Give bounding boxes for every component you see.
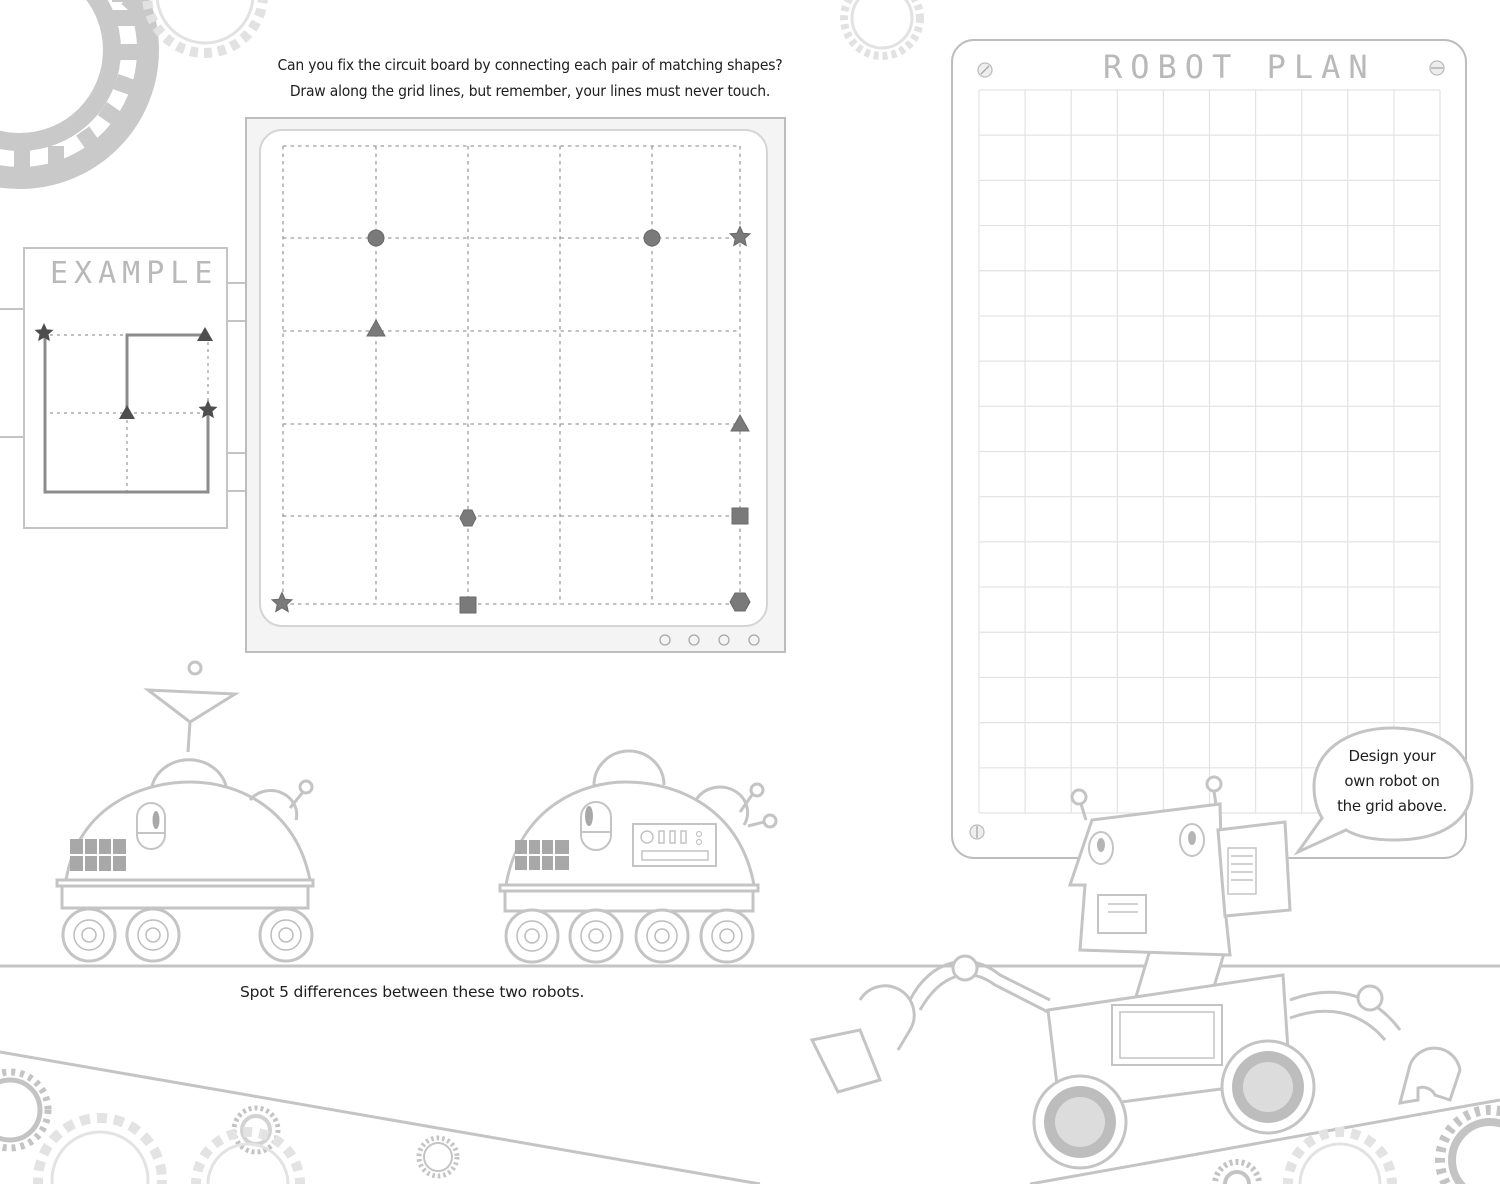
square-shape-icon [732, 508, 748, 524]
circle-shape-icon [644, 230, 660, 246]
circuit-instructions [250, 52, 810, 104]
square-shape-icon [460, 597, 476, 613]
circle-shape-icon [368, 230, 384, 246]
robot-left-illustration [57, 662, 313, 908]
instruction-line-1: Can you fix the circuit board by connecting each pair of matching shapes? [277, 56, 783, 74]
robot-plan-title: ROBOT PLAN [1103, 48, 1376, 86]
gear-outline-icon [147, 0, 920, 56]
bubble-line-1: Design your [1348, 747, 1436, 765]
bubble-line-3: the grid above. [1337, 797, 1447, 815]
wheel-icon [63, 909, 312, 961]
wheel-icon [506, 910, 753, 962]
conveyor-line [0, 1052, 760, 1184]
spot-differences-caption: Spot 5 differences between these two robots. [240, 983, 585, 1001]
instruction-line-2: Draw along the grid lines, but remember, your lines must never touch. [289, 82, 771, 100]
hexagon-shape-icon [730, 593, 750, 611]
speech-bubble-text [1322, 744, 1462, 819]
circuit-board [246, 118, 785, 652]
bubble-line-2: own robot on [1344, 772, 1440, 790]
robot-right-illustration [500, 751, 776, 911]
example-title: EXAMPLE [50, 256, 219, 291]
hexagon-shape-icon [460, 510, 476, 526]
